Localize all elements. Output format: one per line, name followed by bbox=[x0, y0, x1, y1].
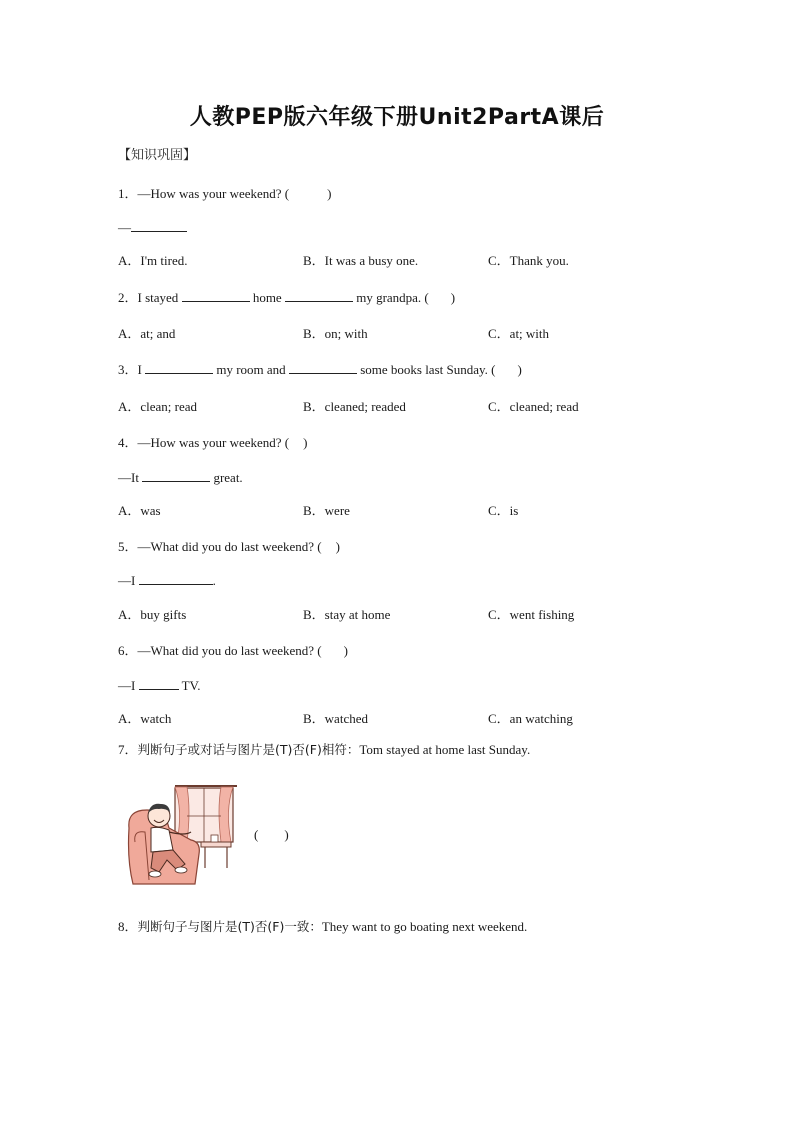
question-text: some books last Sunday. ( bbox=[360, 362, 496, 377]
answer-blank[interactable] bbox=[145, 361, 213, 374]
question-1 bbox=[118, 183, 331, 202]
answer-blank[interactable] bbox=[131, 219, 187, 232]
paren-close: ) bbox=[335, 539, 340, 554]
paren-close: ) bbox=[343, 643, 348, 658]
option-c[interactable]: C．is bbox=[488, 503, 519, 518]
reply-prefix: —I bbox=[118, 573, 136, 588]
option-a[interactable]: A．watch bbox=[118, 711, 172, 726]
question-number: 8． bbox=[118, 919, 138, 934]
answer-blank[interactable] bbox=[139, 677, 179, 690]
question-8 bbox=[118, 916, 527, 935]
question-text: Tom stayed at home last Sunday. bbox=[359, 742, 531, 757]
question-5-reply bbox=[118, 572, 216, 589]
question-text: —What did you do last weekend? ( bbox=[137, 539, 322, 554]
paren-open: ( bbox=[254, 827, 259, 842]
option-a[interactable]: A．buy gifts bbox=[118, 607, 187, 622]
reply-prefix: —I bbox=[118, 678, 136, 693]
question-6 bbox=[118, 640, 348, 659]
answer-blank[interactable] bbox=[142, 469, 210, 482]
answer-blank[interactable] bbox=[182, 289, 250, 302]
option-a[interactable]: A．was bbox=[118, 503, 161, 518]
boy-on-sofa-illustration bbox=[125, 780, 240, 890]
reply-suffix: great. bbox=[213, 470, 243, 485]
question-number: 6． bbox=[118, 643, 138, 658]
option-b[interactable]: B．It was a busy one. bbox=[303, 253, 419, 268]
question-text: my grandpa. ( bbox=[356, 290, 429, 305]
reply-prefix: — bbox=[118, 220, 131, 235]
reply-prefix: —It bbox=[118, 470, 139, 485]
option-b[interactable]: B．cleaned; readed bbox=[303, 399, 406, 414]
question-text: I stayed bbox=[137, 290, 179, 305]
answer-blank[interactable] bbox=[285, 289, 353, 302]
question-text: —How was your weekend? ( bbox=[137, 186, 290, 201]
paren-close: ) bbox=[327, 186, 332, 201]
option-a[interactable]: A．I'm tired. bbox=[118, 253, 188, 268]
option-b[interactable]: B．watched bbox=[303, 711, 368, 726]
question-instruction: 判断句子或对话与图片是(T)否(F)相符： bbox=[137, 742, 360, 757]
question-number: 2． bbox=[118, 290, 138, 305]
option-b[interactable]: B．were bbox=[303, 503, 350, 518]
question-4 bbox=[118, 432, 307, 451]
question-1-reply bbox=[118, 219, 187, 236]
question-5 bbox=[118, 536, 340, 555]
question-number: 4． bbox=[118, 435, 138, 450]
option-a[interactable]: A．at; and bbox=[118, 326, 176, 341]
question-text: They want to go boating next weekend. bbox=[321, 919, 528, 934]
question-2 bbox=[118, 287, 455, 306]
reply-suffix: TV. bbox=[181, 678, 201, 693]
question-number: 3． bbox=[118, 362, 138, 377]
question-text: home bbox=[252, 290, 282, 305]
paren-close: ) bbox=[517, 362, 522, 377]
question-6-reply bbox=[118, 677, 201, 694]
question-instruction: 判断句子与图片是(T)否(F)一致： bbox=[137, 919, 322, 934]
option-c[interactable]: C．Thank you. bbox=[488, 253, 569, 268]
answer-parentheses[interactable] bbox=[254, 827, 289, 843]
option-a[interactable]: A．clean; read bbox=[118, 399, 198, 414]
paren-close: ) bbox=[303, 435, 308, 450]
option-b[interactable]: B．stay at home bbox=[303, 607, 391, 622]
answer-blank[interactable] bbox=[289, 361, 357, 374]
question-text: —What did you do last weekend? ( bbox=[137, 643, 322, 658]
option-b[interactable]: B．on; with bbox=[303, 326, 368, 341]
question-number: 5． bbox=[118, 539, 138, 554]
question-number: 7． bbox=[118, 742, 138, 757]
question-number: 1． bbox=[118, 186, 138, 201]
question-4-reply bbox=[118, 469, 243, 486]
question-text: my room and bbox=[216, 362, 286, 377]
reply-suffix: . bbox=[212, 573, 216, 588]
question-text: —How was your weekend? ( bbox=[137, 435, 290, 450]
page-title: 人教PEP版六年级下册Unit2PartA课后 bbox=[189, 105, 605, 130]
option-c[interactable]: C．cleaned; read bbox=[488, 399, 579, 414]
section-heading: 【知识巩固】 bbox=[118, 148, 197, 163]
question-7 bbox=[118, 739, 530, 758]
option-c[interactable]: C．went fishing bbox=[488, 607, 575, 622]
paren-close: ) bbox=[450, 290, 456, 305]
answer-blank[interactable] bbox=[139, 572, 213, 585]
option-c[interactable]: C．an watching bbox=[488, 711, 573, 726]
paren-close: ) bbox=[284, 827, 289, 842]
question-text: I bbox=[137, 362, 142, 377]
option-c[interactable]: C．at; with bbox=[488, 326, 550, 341]
question-3 bbox=[118, 359, 522, 378]
